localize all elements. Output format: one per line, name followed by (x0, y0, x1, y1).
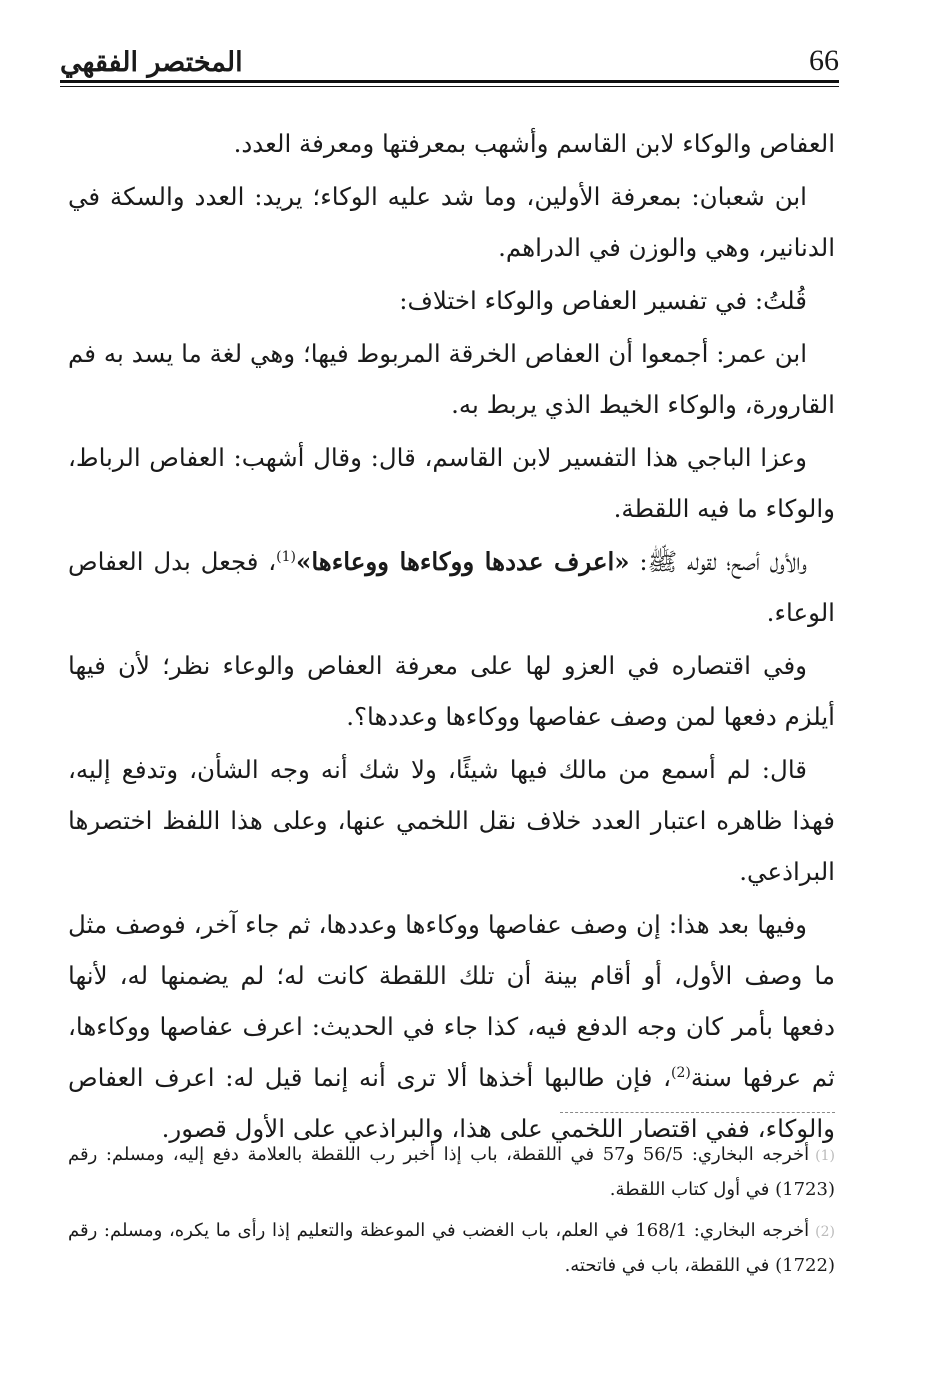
footnote-2-text: أخرجه البخاري: 168/1 في العلم، باب الغضب في الموعظة والتعليم إذا رأى ما يكره، ومسلم: رقم (1722) في اللقطة، باب في فاتحته. (68, 1220, 835, 1276)
footnote-separator (560, 1112, 835, 1113)
footnote-ref-1: (1) (276, 548, 297, 565)
main-text (68, 118, 835, 1154)
paragraph-6 (68, 536, 835, 638)
hadith-quote: «اعرف عددها ووكاءها ووعاءها» (296, 547, 630, 576)
paragraph-3: قُلتُ: في تفسير العفاص والوكاء اختلاف: (399, 286, 807, 315)
page-header (60, 38, 839, 78)
paragraph-6-tail: ، فجعل بدل العفاص الوعاء. (68, 547, 835, 627)
paragraph-7: وفي اقتصاره في العزو لها على معرفة العفاص والوعاء نظر؛ لأن فيها أيلزم دفعها لمن وصف عفاصها ووكاءها وعددها؟. (68, 651, 835, 731)
paragraph-5: وعزا الباجي هذا التفسير لابن القاسم، قال: وقال أشهب: العفاص الرباط، والوكاء ما فيه اللقطة. (68, 443, 835, 523)
header-rule-thick (60, 80, 839, 83)
footnote-1-mark: (1) (815, 1148, 835, 1164)
paragraph-2: ابن شعبان: بمعرفة الأولين، وما شد عليه الوكاء؛ يريد: العدد والسكة في الدنانير، وهي والوزن في الدراهم. (68, 182, 835, 262)
paragraph-9-lead: وفيها بعد هذا: إن وصف عفاصها ووكاءها وعددها، ثم جاء آخر، فوصف مثل ما وصف الأول، أو أقام بينة أن تلك اللقطة كانت له؛ لم يضمنها له، لأنها دفعها بأمر كان وجه الدفع فيه، كذا جاء في الحديث: اعرف عفاصها ووكاءها، ثم عرفها سنة (68, 910, 835, 1092)
paragraph-9 (68, 899, 835, 1154)
paragraph-9-tail: ، فإن طالبها أخذها ألا ترى أنه إنما قيل له: اعرف العفاص والوكاء، ففي اقتصار اللخمي على هذا، والبراذعي على الأول قصور. (68, 1063, 835, 1143)
book-title: المختصر الفقهي (60, 47, 243, 78)
paragraph-8: قال: لم أسمع من مالك فيها شيئًا، ولا شك أنه وجه الشأن، وتدفع إليه، فهذا ظاهره اعتبار العدد خلاف نقل اللخمي عنها، وعلى هذا اللفظ اختصرها البراذعي. (68, 755, 835, 886)
footnote-ref-2: (2) (670, 1064, 691, 1081)
footnote-2 (68, 1214, 835, 1282)
header-rule-thin (60, 86, 839, 87)
footnote-1 (68, 1138, 835, 1206)
page-number: 66 (809, 44, 839, 77)
paragraph-4: ابن عمر: أجمعوا أن العفاص الخرقة المربوط فيها؛ وهي لغة ما يسد به فم القارورة، والوكاء الخيط الذي يربط به. (68, 339, 835, 419)
footnote-1-text: أخرجه البخاري: 56/5 و57 في اللقطة، باب إذا أخبر رب اللقطة بالعلامة دفع إليه، ومسلم: رقم (1723) في أول كتاب اللقطة. (68, 1144, 835, 1200)
paragraph-6-lead: والأول أصح؛ لقوله ﷺ: (629, 547, 807, 576)
footnote-2-mark: (2) (815, 1224, 835, 1240)
paragraph-1: العفاص والوكاء لابن القاسم وأشهب بمعرفتها ومعرفة العدد. (233, 129, 835, 158)
footnotes (68, 1138, 835, 1290)
